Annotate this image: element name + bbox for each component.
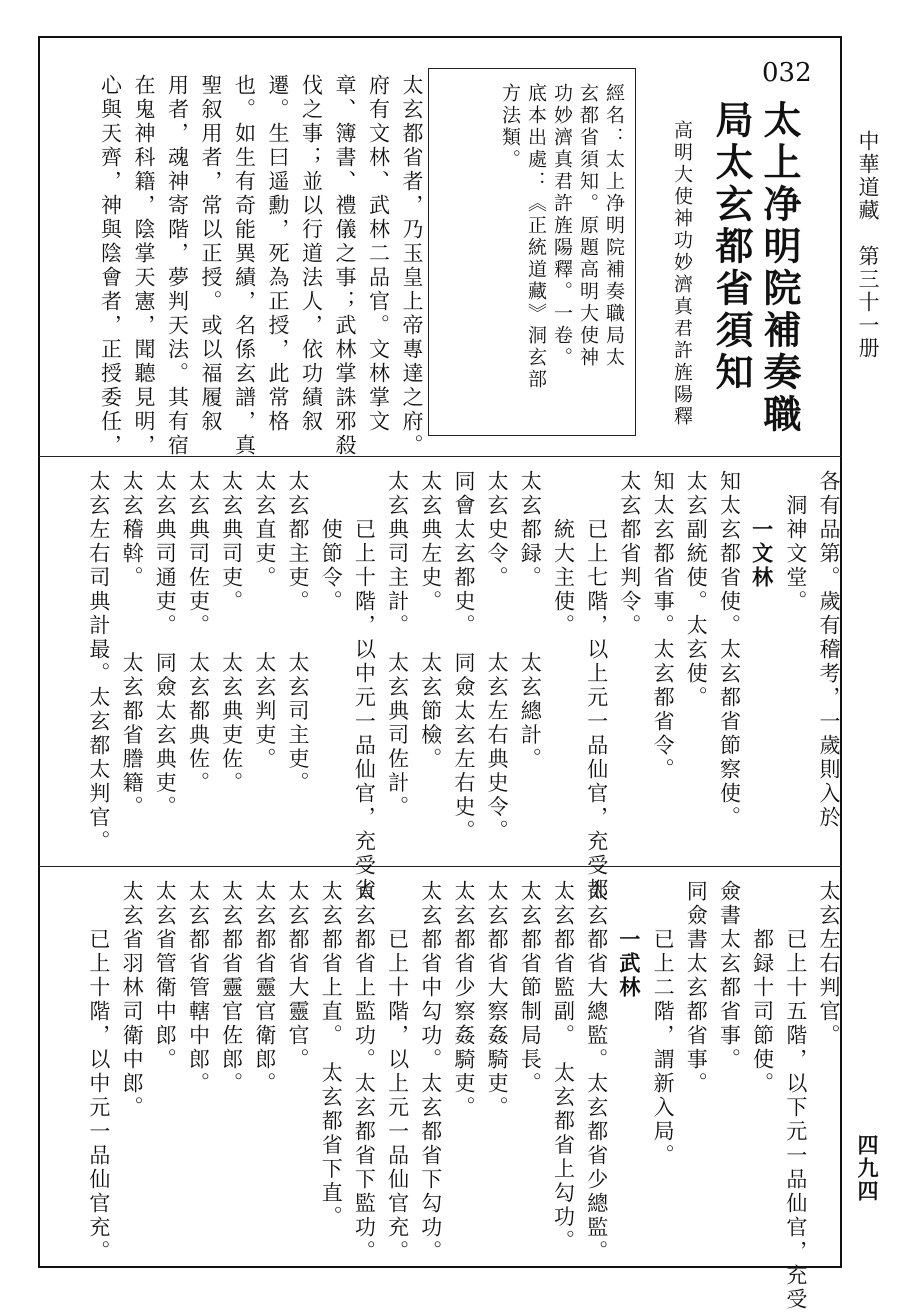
text-column: 洞神文堂。 [783, 470, 808, 614]
text-column: 太玄省管衛中郎。 [153, 880, 178, 1072]
text-column: 太玄都省監副。 太玄都省上勾功。 [551, 880, 576, 1254]
text-column: 太玄都省者，乃玉皇上帝專達之府。 [400, 74, 424, 458]
volume-label: 第三十一册 [856, 245, 880, 360]
text-column: 太玄都省判令。 [617, 470, 642, 638]
text-column: 用者，魂神寄階，夢判天法。其有宿 [165, 74, 190, 458]
text-column: 已上十階，以中元一品仙官充。 [86, 880, 111, 1264]
text-column: 太玄都省上直。 太玄都省下直。 [319, 880, 344, 1230]
text-column: 太玄都省大靈官。 [286, 880, 310, 1072]
text-column: 在鬼神科籍，陰掌天憲，聞聽見明， [132, 74, 156, 458]
text-column: 使節令。 [319, 470, 344, 614]
text-column: 太玄典司吏。 太玄典吏佐。 [219, 470, 244, 796]
text-column: 太玄典司通吏。 同僉太玄典吏。 [153, 470, 178, 820]
info-line: 功妙濟真君許旌陽釋。一卷。 [551, 83, 573, 369]
text-column: 太玄都省大察姦騎吏。 [485, 880, 510, 1120]
text-column: 遷。生曰遥勳，死為正授，此常格 [266, 74, 290, 434]
info-line: 經名：太上净明院補奏職局太 [603, 83, 625, 369]
entry-number: 032 [762, 58, 812, 88]
text-column: 太玄都省靈官衛郎。 [252, 880, 277, 1096]
title-line-1: 太上净明院補奏職 [757, 100, 802, 436]
band2-body [88, 470, 839, 902]
text-column: 也。如生有奇能異績，名係玄譜，真 [232, 74, 257, 458]
author-line: 高明大使神功妙濟真君許旌陽釋 [671, 120, 693, 428]
text-column: 已上十階，以上元一品仙官充。 [385, 880, 410, 1264]
text-column: 太玄左右司典計最。太玄都太判官。 [86, 470, 111, 854]
text-column: 太玄左右判官。 [817, 880, 841, 1048]
text-column: 統大主使。 [551, 470, 576, 638]
text-column: 同會太玄都史。 同僉太玄左右史。 [451, 470, 476, 844]
text-column: 太玄史令。 太玄左右典史令。 [485, 470, 510, 844]
text-column: 太玄都録。 太玄總計。 [518, 470, 543, 772]
text-column: 已上二階，謂新入局。 [651, 880, 676, 1168]
text-column: 各有品第。歲有稽考，一歲則入於 [817, 470, 841, 830]
text-column: 知太玄都省使。太玄都省節察使。 [717, 470, 742, 830]
text-column: 太玄都省中勾功。太玄都省下勾功。 [418, 880, 443, 1264]
text-column: 太玄都省管轄中郎。 [186, 880, 211, 1096]
text-column: 已上七階，以上元一品仙官，充受都 [584, 470, 609, 902]
text-column: 聖叙用者，常以正授。或以福履叙 [199, 74, 223, 434]
text-column: 太玄都省靈官佐郎。 [219, 880, 244, 1096]
text-column: 太玄都省大總監。太玄都省少總監。 [584, 880, 609, 1264]
text-column: 同僉書太玄都省事。 [684, 880, 709, 1096]
band3-body [88, 880, 839, 1312]
band1-body [100, 74, 423, 458]
text-column: 僉書太玄都省事。 [717, 880, 742, 1072]
text-column: 太玄副統使。太玄使。 [684, 470, 709, 710]
page-number: 四九四 [855, 1134, 880, 1203]
text-column: 太玄典司佐吏。 太玄都典佐。 [186, 470, 211, 796]
series-title: 中華道藏 [856, 130, 880, 222]
info-line: 玄都省須知。原題高明大使神 [577, 83, 599, 369]
text-column: 太玄典司主計。 太玄典司佐計。 [385, 470, 410, 820]
text-column: 知太玄都省事。太玄都省令。 [651, 470, 676, 782]
text-column: 太玄稽斡。 太玄都省謄籍。 [120, 470, 145, 820]
text-column: 太玄都省上監功。太玄都省下監功。 [352, 880, 377, 1264]
text-column: 太玄都省節制局長。 [518, 880, 543, 1096]
text-column: 太玄直吏。 太玄判吏。 [252, 470, 277, 772]
info-line: 底本出處：《正統道藏》洞玄部 [525, 83, 547, 391]
text-column: 府有文林、武林二品官。文林掌文 [366, 74, 391, 434]
series-volume-label [857, 130, 878, 360]
text-column: 太玄典左史。 太玄節檢。 [418, 470, 443, 772]
section-heading-wenlin: 一文林 [749, 470, 775, 590]
text-column: 都録十司節使。 [750, 880, 775, 1096]
info-box [428, 68, 636, 436]
text-column: 章、簿書、禮儀之事；武林掌誅邪殺 [333, 74, 357, 458]
text-column: 太玄都省少察姦騎吏。 [451, 880, 476, 1120]
text-column: 伐之事；並以行道法人，依功績叙 [299, 74, 324, 434]
text-column: 心與天齊，神與陰會者，正授委任， [98, 74, 123, 458]
info-line: 方法類。 [499, 83, 521, 171]
text-column: 太玄都主吏。 太玄司主吏。 [286, 470, 310, 796]
section-heading-wulin: 一武林 [616, 880, 642, 1000]
text-column: 已上十五階，以下元一品仙官，充受 [783, 880, 808, 1312]
title-line-2: 局太玄都省須知 [709, 100, 754, 394]
text-column: 太玄省羽林司衛中郎。 [120, 880, 145, 1120]
text-column: 已上十階，以中元一品仙官，充受省 [352, 470, 377, 902]
